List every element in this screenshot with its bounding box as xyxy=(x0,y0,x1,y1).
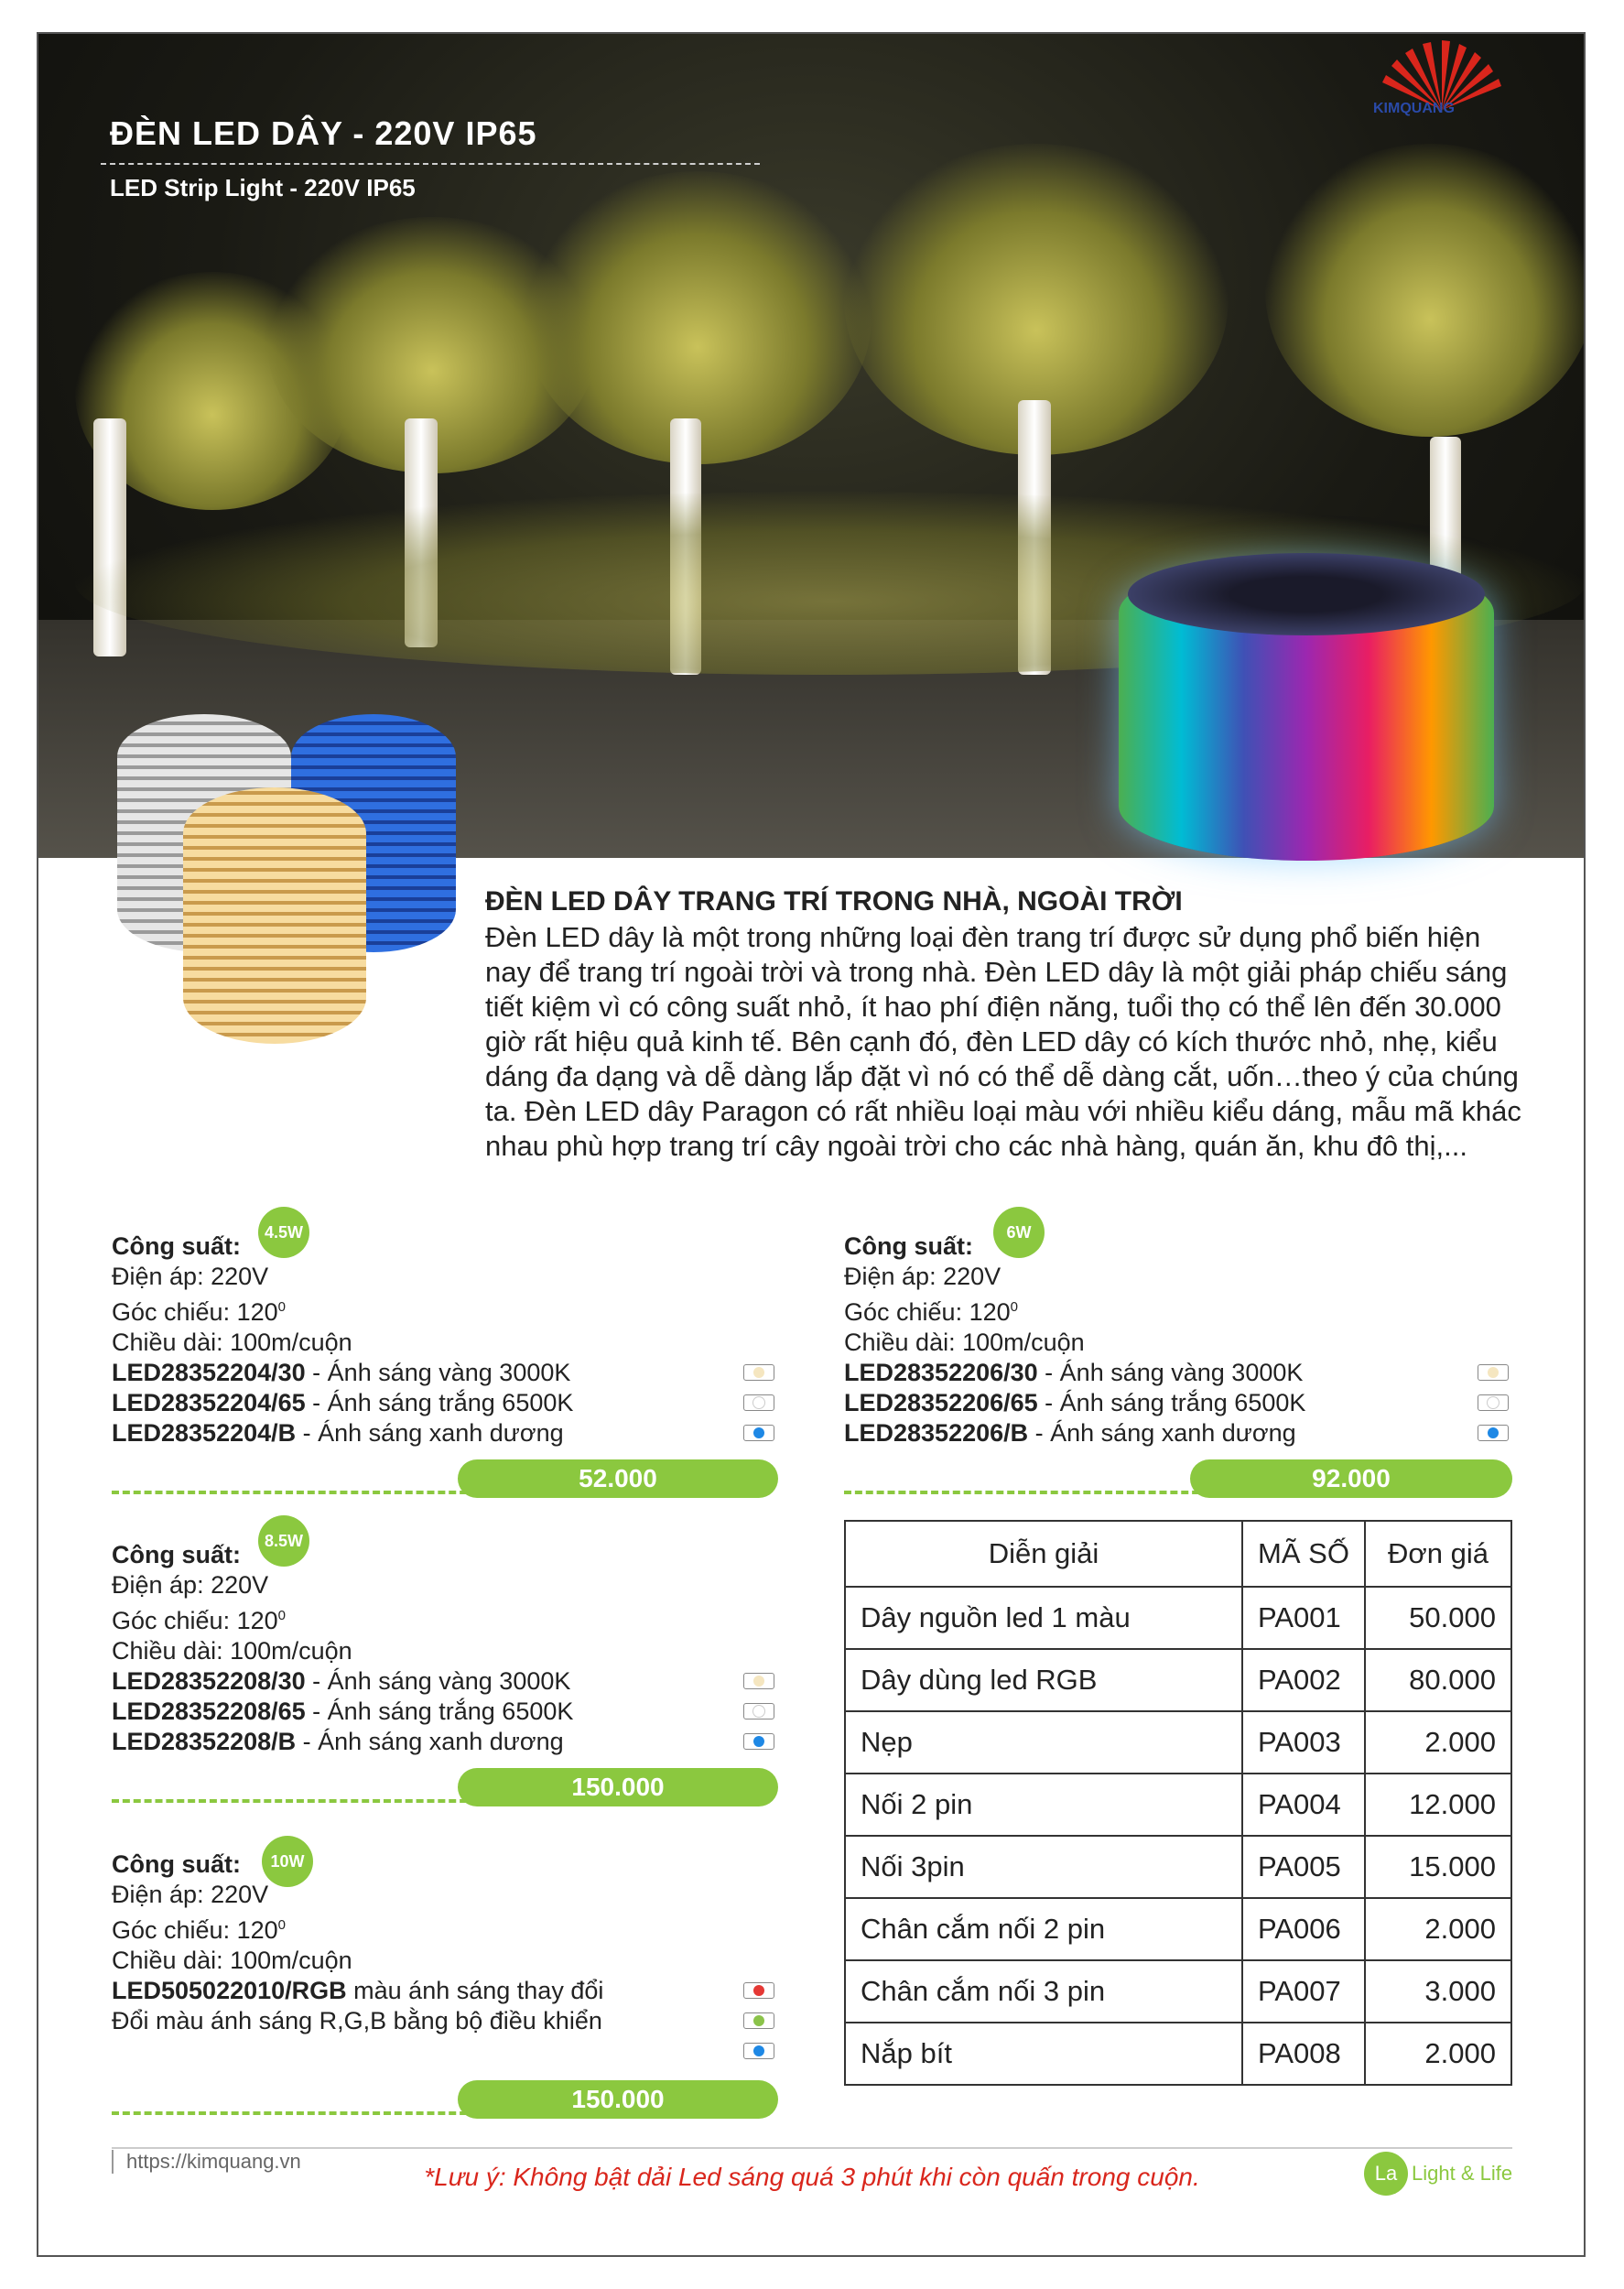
product-code: LED28352206/30 xyxy=(844,1359,1038,1386)
voltage-text: Điện áp: 220V xyxy=(844,1263,1001,1290)
product-desc: - Ánh sáng vàng 3000K xyxy=(305,1359,571,1386)
intro-heading: ĐÈN LED DÂY TRANG TRÍ TRONG NHÀ, NGOÀI TRỜI xyxy=(485,886,1183,917)
product-block-8-5w xyxy=(112,1540,789,1757)
table-row xyxy=(845,2023,1511,2085)
product-block-10w xyxy=(112,1850,789,2067)
light-life-brand xyxy=(1364,2152,1512,2196)
table-row xyxy=(845,1898,1511,1960)
col-header-price: Đơn giá xyxy=(1365,1521,1511,1587)
dashed-divider xyxy=(112,1491,478,1494)
product-code: LED28352206/65 xyxy=(844,1389,1038,1416)
cell-price: 15.000 xyxy=(1365,1836,1511,1898)
power-label: Công suất: xyxy=(112,1541,241,1568)
color-swatch-blue xyxy=(743,1733,774,1750)
brand-mark-icon: La xyxy=(1364,2152,1408,2196)
dashed-divider xyxy=(112,2111,478,2115)
product-desc: Đổi màu ánh sáng R,G,B bằng bộ điều khiển xyxy=(112,2007,602,2034)
table-row xyxy=(845,1649,1511,1711)
product-desc: màu ánh sáng thay đổi xyxy=(346,1977,604,2004)
product-desc: - Ánh sáng vàng 3000K xyxy=(1037,1359,1304,1386)
cell-code: PA006 xyxy=(1242,1898,1365,1960)
angle-text: Góc chiếu: 120 xyxy=(844,1298,1011,1326)
product-block-6w xyxy=(844,1231,1521,1448)
table-row xyxy=(845,1774,1511,1836)
table-row xyxy=(845,1587,1511,1649)
price-pill: 52.000 xyxy=(458,1459,778,1498)
intro-paragraph: Đèn LED dây là một trong những loại đèn trang trí được sử dụng phổ biến hiện nay để trang trí ngoài trời và trong nhà. Đèn LED dây là một giải pháp chiếu sáng tiết kiệm vì có công suất nhỏ, ít hao phí điện năng, tuổi thọ có thể lên đến 30.000 giờ rất hiệu quả kinh tế. Bên cạnh đó, đèn LED dây có kích thước nhỏ, nhẹ, kiểu dáng đa dạng và dễ dàng lắp đặt vì nó có thể dễ dàng cắt, uốn…theo ý của chúng ta. Đèn LED dây Paragon có rất nhiều loại màu với nhiều kiểu dáng, mẫu mã khác nhau phù hợp trang trí cây ngoài trời cho các nhà hàng, quán ăn, khu đô thị,... xyxy=(485,921,1521,1162)
cell-description: Chân cắm nối 3 pin xyxy=(845,1960,1242,2023)
product-code: LED28352204/65 xyxy=(112,1389,306,1416)
cell-price: 50.000 xyxy=(1365,1587,1511,1649)
cell-price: 2.000 xyxy=(1365,2023,1511,2085)
product-code: LED28352204/30 xyxy=(112,1359,306,1386)
power-badge: 6W xyxy=(993,1207,1045,1258)
product-code: LED505022010/RGB xyxy=(112,1977,347,2004)
cell-description: Dây nguồn led 1 màu xyxy=(845,1587,1242,1649)
cell-price: 3.000 xyxy=(1365,1960,1511,2023)
brand-text: Light & Life xyxy=(1412,2162,1513,2185)
cell-description: Nẹp xyxy=(845,1711,1242,1774)
cell-code: PA001 xyxy=(1242,1587,1365,1649)
color-swatch-warm xyxy=(743,1673,774,1689)
table-header-row xyxy=(845,1521,1511,1587)
kimquang-logo-icon xyxy=(1364,37,1520,137)
cell-code: PA003 xyxy=(1242,1711,1365,1774)
product-desc: - Ánh sáng trắng 6500K xyxy=(305,1389,574,1416)
power-label: Công suất: xyxy=(112,1232,241,1260)
product-desc: - Ánh sáng xanh dương xyxy=(296,1419,564,1447)
cell-code: PA005 xyxy=(1242,1836,1365,1898)
product-code: LED28352208/65 xyxy=(112,1698,306,1725)
color-swatch-blue xyxy=(1478,1425,1509,1441)
color-swatch-red xyxy=(743,1982,774,1999)
col-header-description: Diễn giải xyxy=(845,1521,1242,1587)
table-row xyxy=(845,1836,1511,1898)
rgb-led-reel xyxy=(1119,559,1494,861)
angle-text: Góc chiếu: 120 xyxy=(112,1607,278,1634)
product-desc: - Ánh sáng trắng 6500K xyxy=(1037,1389,1306,1416)
cell-code: PA002 xyxy=(1242,1649,1365,1711)
cell-description: Nắp bít xyxy=(845,2023,1242,2085)
dashed-divider xyxy=(844,1491,1210,1494)
color-swatch-blue xyxy=(743,2043,774,2059)
cell-price: 80.000 xyxy=(1365,1649,1511,1711)
logo-text: KIMQUANG xyxy=(1373,101,1455,116)
product-desc: - Ánh sáng trắng 6500K xyxy=(305,1698,574,1725)
color-swatch-green xyxy=(743,2012,774,2029)
warning-note: *Lưu ý: Không bật dải Led sáng quá 3 phút khi còn quấn trong cuộn. xyxy=(424,2163,1200,2191)
table-row xyxy=(845,1960,1511,2023)
product-code: LED28352204/B xyxy=(112,1419,297,1447)
color-swatch-blue xyxy=(743,1425,774,1441)
cell-code: PA004 xyxy=(1242,1774,1365,1836)
cell-code: PA007 xyxy=(1242,1960,1365,2023)
col-header-code: MÃ SỐ xyxy=(1242,1521,1365,1587)
voltage-text: Điện áp: 220V xyxy=(112,1263,269,1290)
table-row xyxy=(845,1711,1511,1774)
degree-sup: 0 xyxy=(277,1917,286,1933)
price-pill: 92.000 xyxy=(1190,1459,1512,1498)
angle-text: Góc chiếu: 120 xyxy=(112,1916,278,1944)
degree-sup: 0 xyxy=(277,1299,286,1315)
length-text: Chiều dài: 100m/cuộn xyxy=(112,1329,352,1356)
dashed-divider xyxy=(112,1799,478,1803)
cell-description: Nối 3pin xyxy=(845,1836,1242,1898)
price-pill: 150.000 xyxy=(458,1768,778,1806)
length-text: Chiều dài: 100m/cuộn xyxy=(112,1947,352,1974)
cell-price: 2.000 xyxy=(1365,1711,1511,1774)
product-code: LED28352208/30 xyxy=(112,1667,306,1695)
cell-price: 12.000 xyxy=(1365,1774,1511,1836)
cell-code: PA008 xyxy=(1242,2023,1365,2085)
power-label: Công suất: xyxy=(844,1232,973,1260)
yellow-led-reel xyxy=(183,787,366,1044)
degree-sup: 0 xyxy=(277,1608,286,1623)
lit-trunk xyxy=(93,418,126,656)
voltage-text: Điện áp: 220V xyxy=(112,1571,269,1599)
cell-description: Nối 2 pin xyxy=(845,1774,1242,1836)
cell-description: Chân cắm nối 2 pin xyxy=(845,1898,1242,1960)
power-label: Công suất: xyxy=(112,1850,241,1878)
title-divider xyxy=(101,163,760,165)
page-subtitle: LED Strip Light - 220V IP65 xyxy=(110,174,416,201)
color-swatch-warm xyxy=(1478,1364,1509,1381)
angle-text: Góc chiếu: 120 xyxy=(112,1298,278,1326)
footer-divider xyxy=(112,2147,1512,2149)
power-badge: 8.5W xyxy=(258,1515,309,1567)
product-code: LED28352208/B xyxy=(112,1728,297,1755)
product-block-4-5w xyxy=(112,1231,789,1448)
color-swatch-white xyxy=(1478,1394,1509,1411)
degree-sup: 0 xyxy=(1010,1299,1018,1315)
product-desc: - Ánh sáng xanh dương xyxy=(296,1728,564,1755)
website-link[interactable]: https://kimquang.vn xyxy=(112,2150,301,2174)
cell-price: 2.000 xyxy=(1365,1898,1511,1960)
length-text: Chiều dài: 100m/cuộn xyxy=(844,1329,1085,1356)
price-pill: 150.000 xyxy=(458,2080,778,2119)
color-swatch-white xyxy=(743,1703,774,1719)
color-swatch-warm xyxy=(743,1364,774,1381)
cell-description: Dây dùng led RGB xyxy=(845,1649,1242,1711)
palm-frond xyxy=(1265,144,1584,437)
length-text: Chiều dài: 100m/cuộn xyxy=(112,1637,352,1665)
product-desc: - Ánh sáng xanh dương xyxy=(1028,1419,1296,1447)
product-desc: - Ánh sáng vàng 3000K xyxy=(305,1667,571,1695)
product-code: LED28352206/B xyxy=(844,1419,1029,1447)
voltage-text: Điện áp: 220V xyxy=(112,1881,269,1908)
page-title: ĐÈN LED DÂY - 220V IP65 xyxy=(110,114,537,152)
power-badge: 4.5W xyxy=(258,1207,309,1258)
color-swatch-white xyxy=(743,1394,774,1411)
accessories-table xyxy=(844,1520,1512,2086)
power-badge: 10W xyxy=(262,1836,313,1887)
